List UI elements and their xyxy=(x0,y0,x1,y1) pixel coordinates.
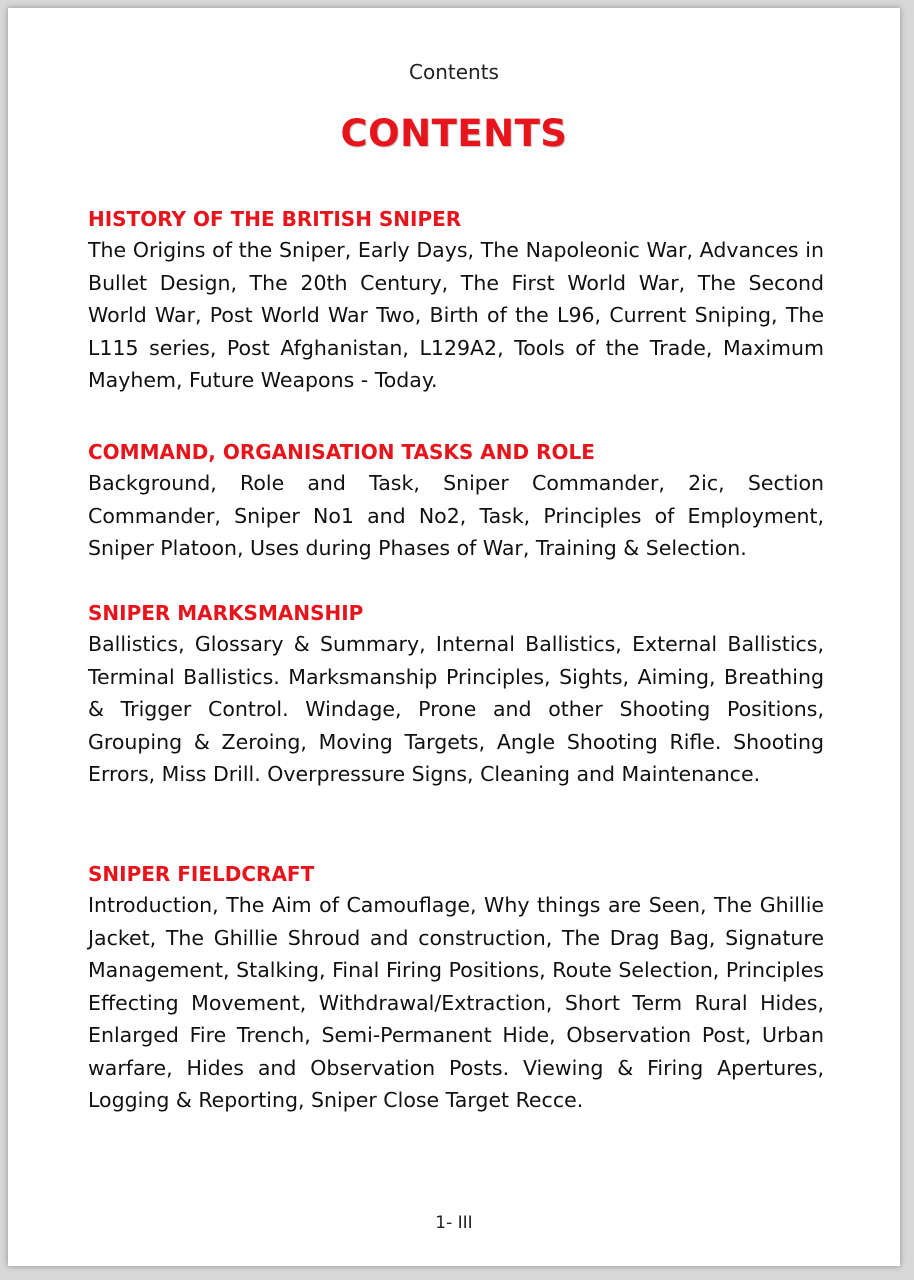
section-body: Introduction, The Aim of Camouflage, Why things are Seen, The Ghillie Jacket, The Ghillie Shroud and construction, The Drag Bag, Signature Management, Stalking, Final Firing Positions, Route Selection, Principles Effecting Movement, Withdrawal/Extraction, Short Term Rural Hides, Enlarged Fire Trench, Semi-Permanent Hide, Observation Post, Urban warfare, Hides and Observation Posts. Viewing & Firing Apertures, Logging & Reporting, Sniper Close Target Recce. xyxy=(88,893,824,1112)
toc-section-command xyxy=(88,437,824,565)
section-body: Background, Role and Task, Sniper Commander, 2ic, Section Commander, Sniper No1 and No2, Task, Principles of Employment, Sniper Platoon, Uses during Phases of War, Training & Selection. xyxy=(88,471,824,560)
document-page xyxy=(8,8,900,1266)
toc-section-fieldcraft xyxy=(88,859,824,1117)
section-heading: HISTORY OF THE BRITISH SNIPER xyxy=(88,207,462,231)
toc-section-marksmanship xyxy=(88,598,824,791)
section-heading: SNIPER MARKSMANSHIP xyxy=(88,601,364,625)
toc-section-history xyxy=(88,204,824,397)
section-body: Ballistics, Glossary & Summary, Internal Ballistics, External Ballistics, Terminal Ballistics. Marksmanship Principles, Sights, Aiming, Breathing & Trigger Control. Windage, Prone and other Shooting Positions, Grouping & Zeroing, Moving Targets, Angle Shooting Rifle. Shooting Errors, Miss Drill. Overpressure Signs, Cleaning and Maintenance. xyxy=(88,632,824,786)
page-number: 1- III xyxy=(435,1213,473,1233)
section-heading: SNIPER FIELDCRAFT xyxy=(88,862,315,886)
page-title: CONTENTS xyxy=(340,112,568,155)
section-heading: COMMAND, ORGANISATION TASKS AND ROLE xyxy=(88,440,595,464)
section-body: The Origins of the Sniper, Early Days, The Napoleonic War, Advances in Bullet Design, The 20th Century, The First World War, The Second World War, Post World War Two, Birth of the L96, Current Sniping, The L115 series, Post Afghanistan, L129A2, Tools of the Trade, Maximum Mayhem, Future Weapons - Today. xyxy=(88,238,824,392)
running-head: Contents xyxy=(409,60,499,84)
